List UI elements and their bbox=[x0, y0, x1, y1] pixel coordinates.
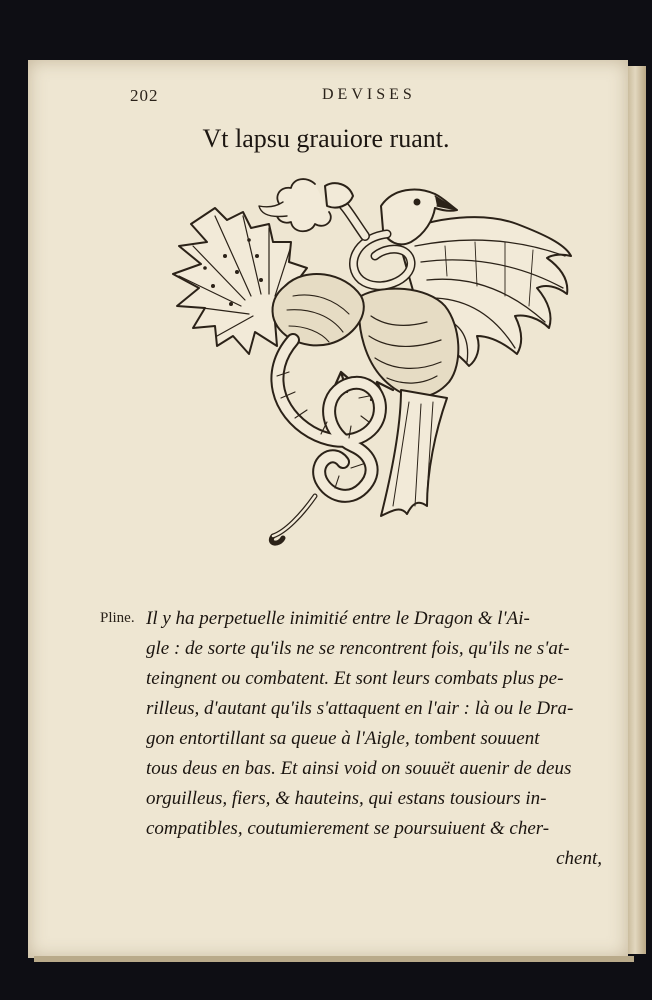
body-line: compatibles, coutumierement se poursuiuent & cher- bbox=[146, 818, 550, 839]
margin-note: Pline. bbox=[100, 610, 135, 626]
dragon-eagle-woodcut-icon bbox=[165, 176, 585, 561]
page-stack-edge bbox=[628, 66, 646, 954]
body-line: gon entortillant sa queue à l'Aigle, tombent souuent bbox=[146, 728, 540, 749]
body-line: teingnent ou combatent. Et sont leurs combats plus pe- bbox=[146, 668, 564, 689]
running-head: DEVISES bbox=[322, 86, 416, 103]
body-line: orguilleus, fiers, & hauteins, qui estans tousiours in- bbox=[146, 788, 547, 809]
body-line: tous deus en bas. Et ainsi void on souuët auenir de deus bbox=[146, 758, 572, 779]
body-line-catchword: chent, bbox=[556, 848, 602, 869]
body-line: gle : de sorte qu'ils ne se rencontrent fois, qu'ils ne s'at- bbox=[146, 638, 570, 659]
page-bottom-edge bbox=[34, 956, 634, 962]
page-number: 202 bbox=[130, 86, 159, 105]
body-line: Il y ha perpetuelle inimitié entre le Dragon & l'Ai- bbox=[146, 608, 530, 629]
motto-title: Vt lapsu grauiore ruant. bbox=[202, 124, 450, 153]
body-paragraph bbox=[146, 604, 608, 874]
body-line: rilleus, d'autant qu'ils s'attaquent en l'air : là ou le Dra- bbox=[146, 698, 574, 719]
